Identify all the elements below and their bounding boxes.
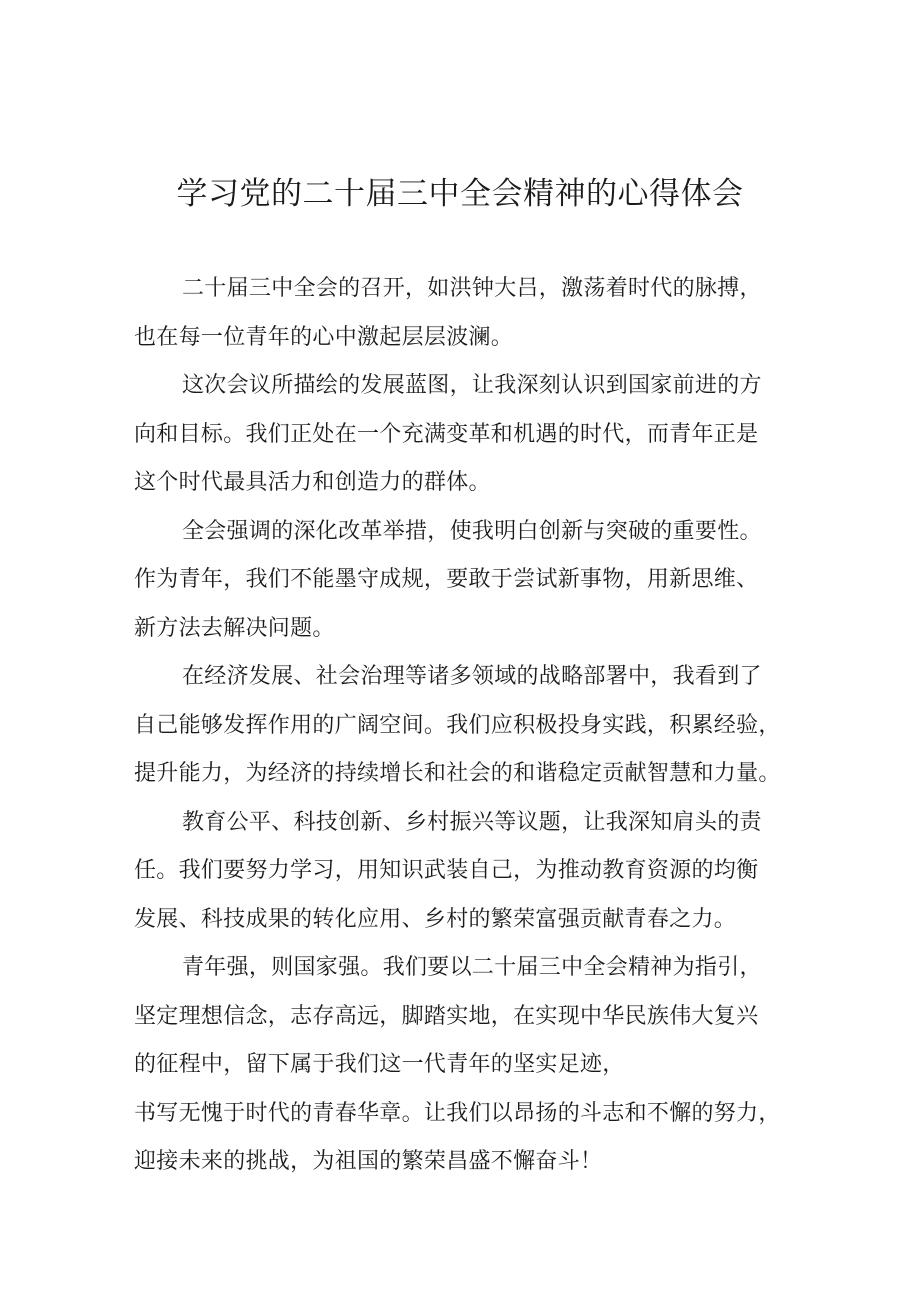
paragraph-line: 的征程中，留下属于我们这一代青年的坚实足迹， bbox=[134, 1052, 625, 1077]
paragraph-line: 发展、科技成果的转化应用、乡村的繁荣富强贡献青春之力。 bbox=[134, 906, 737, 932]
paragraph-line: 向和目标。我们正处在一个充满变革和机遇的时代，而青年正是 bbox=[134, 421, 759, 447]
paragraph-line: 作为青年，我们不能墨守成规，要敢于尝试新事物，用新思维、 bbox=[134, 567, 759, 592]
paragraph-line: 这次会议所描绘的发展蓝图，让我深刻认识到国家前进的方 bbox=[182, 373, 762, 398]
paragraph-line: 坚定理想信念，志存高远，脚踏实地，在实现中华民族伟大复兴 bbox=[134, 1003, 759, 1029]
document-body bbox=[134, 265, 794, 1187]
paragraph-line: 全会强调的深化改革举措，使我明白创新与突破的重要性。 bbox=[182, 518, 762, 544]
paragraph-line: 教育公平、科技创新、乡村振兴等议题，让我深知肩头的责 bbox=[182, 809, 762, 835]
paragraph-line: 自己能够发挥作用的广阔空间。我们应积极投身实践，积累经验， bbox=[134, 712, 781, 738]
paragraph-line: 提升能力，为经济的持续增长和社会的和谐稳定贡献智慧和力量。 bbox=[134, 761, 781, 786]
paragraph-line: 二十届三中全会的召开，如洪钟大吕，激荡着时代的脉搏， bbox=[182, 276, 762, 301]
paragraph-line: 青年强，则国家强。我们要以二十届三中全会精神为指引， bbox=[182, 955, 762, 980]
paragraph-line: 迎接未来的挑战，为祖国的繁荣昌盛不懈奋斗！ bbox=[134, 1149, 603, 1174]
paragraph-line: 也在每一位青年的心中激起层层波澜。 bbox=[134, 324, 514, 350]
paragraph-line: 书写无愧于时代的青春华章。让我们以昂扬的斗志和不懈的努力， bbox=[134, 1100, 781, 1126]
paragraph-line: 这个时代最具活力和创造力的群体。 bbox=[134, 470, 491, 495]
paragraph-line: 任。我们要努力学习，用知识武装自己，为推动教育资源的均衡 bbox=[134, 858, 759, 883]
paragraph-line: 在经济发展、社会治理等诸多领域的战略部署中，我看到了 bbox=[182, 664, 762, 689]
page-title: 学习党的二十届三中全会精神的心得体会 bbox=[176, 176, 744, 212]
paragraph-line: 新方法去解决问题。 bbox=[134, 615, 335, 641]
